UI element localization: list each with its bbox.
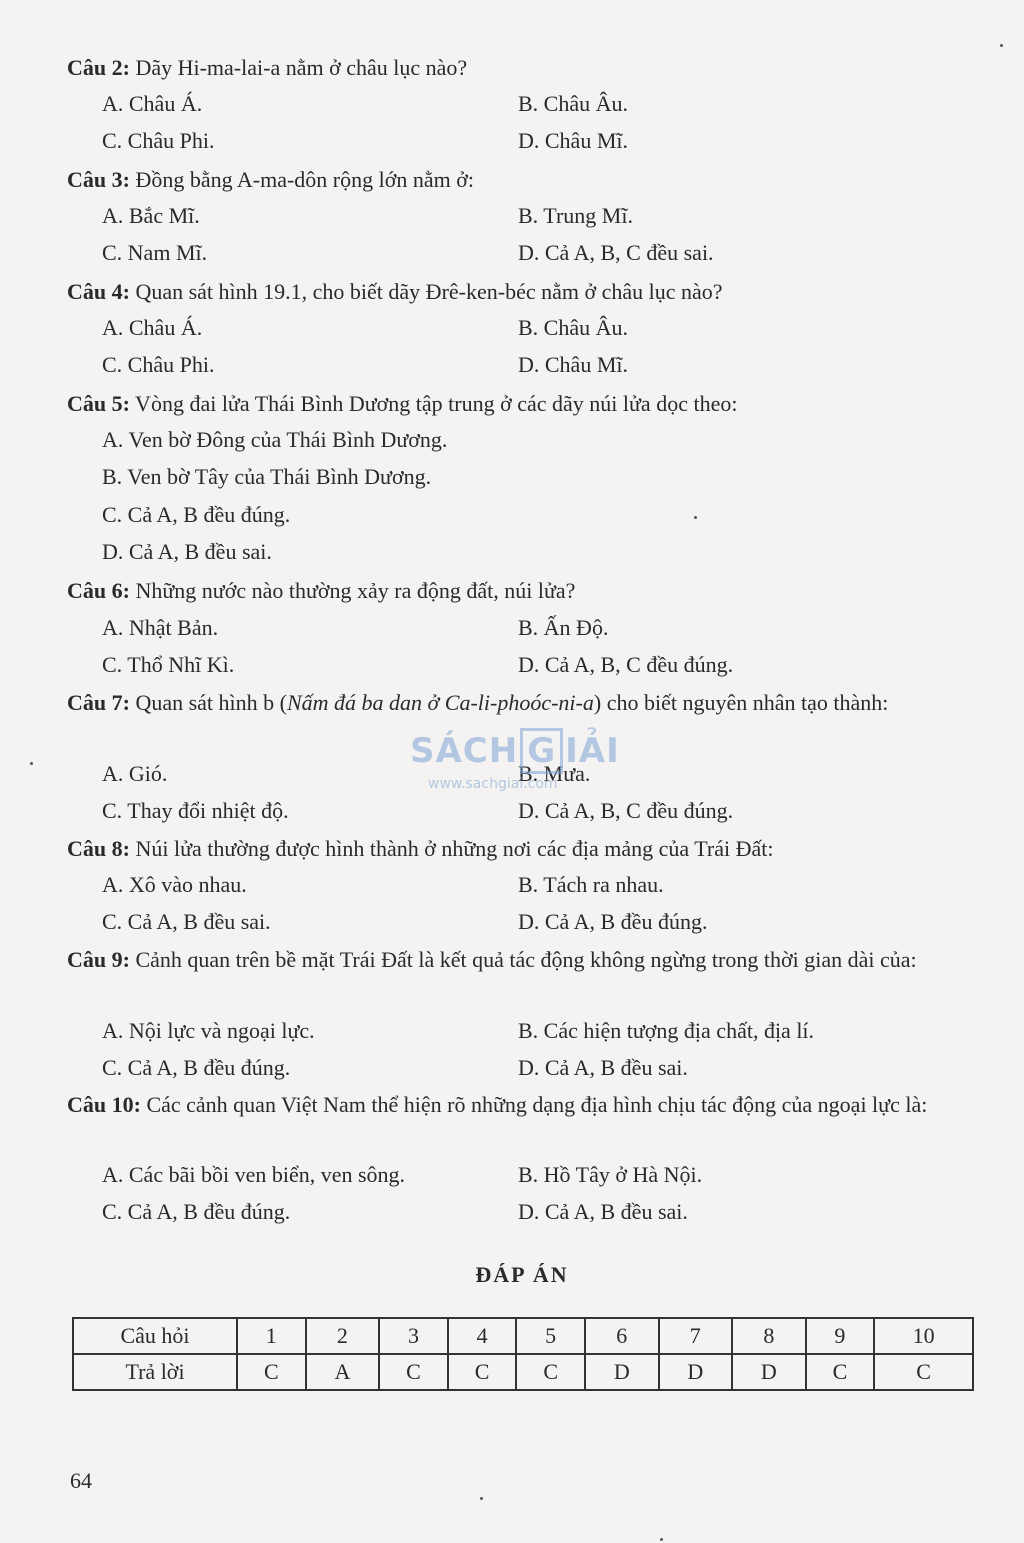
answer-cell: C [448,1354,517,1390]
question-number-cell: 8 [732,1318,806,1354]
option-c: C. Châu Phi. [102,352,215,377]
question-text: Vòng đai lửa Thái Bình Dương tập trung ở các dãy núi lửa dọc theo: [129,391,738,416]
option-c: C. Cả A, B đều đúng. [102,1055,291,1080]
option-d: D. Cả A, B đều đúng. [518,909,708,934]
answers-title: ĐÁP ÁN [475,1262,569,1287]
scan-speck [660,1538,663,1541]
question-number-cell: 3 [379,1318,448,1354]
option-b: B. Ấn Độ. [518,615,609,640]
question-text: ) cho biết nguyên nhân tạo thành: [593,690,889,715]
row-header: Trả lời [73,1354,237,1390]
answer-cell: C [237,1354,306,1390]
question-text: Dãy Hi-ma-lai-a nằm ở châu lục nào? [129,55,468,80]
option-b: B. Trung Mĩ. [518,203,633,228]
option-c: C. Cả A, B đều sai. [102,909,271,934]
question-number: Câu 3: [67,167,130,192]
option-a: A. Nội lực và ngoại lực. [102,1018,315,1043]
option-b: B. Châu Âu. [518,91,628,116]
question-number-cell: 7 [659,1318,733,1354]
option-a: A. Bắc Mĩ. [102,203,200,228]
row-header: Câu hỏi [73,1318,237,1354]
answer-cell: C [874,1354,973,1390]
question-8 [67,831,972,867]
option-b: B. Các hiện tượng địa chất, địa lí. [518,1018,815,1043]
question-text: Cảnh quan trên bề mặt Trái Đất là kết quả tác động không ngừng trong thời gian dài của: [129,947,917,972]
answer-cell: C [806,1354,875,1390]
scan-speck [694,516,697,519]
question-number-cell: 10 [874,1318,973,1354]
question-5 [67,386,972,422]
watermark [410,718,640,798]
option-d: D. Châu Mĩ. [518,128,628,153]
option-b: B. Hồ Tây ở Hà Nội. [518,1162,703,1187]
option-b: B. Mưa. [518,761,591,786]
option-b: B. Ven bờ Tây của Thái Bình Dương. [102,464,432,489]
question-text: Quan sát hình b ( [129,690,287,715]
table-row [73,1354,973,1390]
option-b: B. Châu Âu. [518,315,628,340]
option-d: D. Cả A, B đều sai. [102,539,272,564]
question-4 [67,274,972,310]
answer-cell: C [516,1354,585,1390]
answer-table [72,1317,974,1391]
question-3 [67,162,972,198]
option-c: C. Cả A, B đều đúng. [102,1199,291,1224]
option-d: D. Cả A, B, C đều đúng. [518,798,734,823]
question-2 [67,50,972,86]
table-row [73,1318,973,1354]
option-a: A. Nhật Bản. [102,615,219,640]
question-10 [67,1087,972,1123]
question-number-cell: 1 [237,1318,306,1354]
question-number-cell: 4 [448,1318,517,1354]
option-c: C. Nam Mĩ. [102,240,208,265]
question-text: Các cảnh quan Việt Nam thể hiện rõ những dạng địa hình chịu tác động của ngoại lực là: [140,1092,928,1117]
answer-cell: C [379,1354,448,1390]
question-number-cell: 6 [585,1318,659,1354]
question-number: Câu 4: [67,279,130,304]
question-text: Núi lửa thường được hình thành ở những nơi các địa mảng của Trái Đất: [129,836,774,861]
question-number: Câu 6: [67,578,130,603]
option-a: A. Châu Á. [102,91,203,116]
option-b: B. Tách ra nhau. [518,872,664,897]
option-d: D. Châu Mĩ. [518,352,628,377]
question-7 [67,685,972,721]
option-c: C. Thay đổi nhiệt độ. [102,798,289,823]
answer-cell: A [306,1354,380,1390]
question-number: Câu 7: [67,690,130,715]
question-number: Câu 5: [67,391,130,416]
option-a: A. Châu Á. [102,315,203,340]
question-text: Đồng bằng A-ma-dôn rộng lớn nằm ở: [129,167,475,192]
option-d: D. Cả A, B đều sai. [518,1055,688,1080]
question-number: Câu 8: [67,836,130,861]
question-text: Những nước nào thường xảy ra động đất, núi lửa? [129,578,576,603]
question-number: Câu 2: [67,55,130,80]
question-6 [67,573,972,609]
answer-cell: D [659,1354,733,1390]
page-number: 64 [70,1468,92,1493]
question-9 [67,942,972,978]
scan-speck [1000,44,1003,47]
option-c: C. Cả A, B đều đúng. [102,502,291,527]
option-a: A. Xô vào nhau. [102,872,247,897]
question-number-cell: 9 [806,1318,875,1354]
option-c: C. Thổ Nhĩ Kì. [102,652,235,677]
option-a: A. Ven bờ Đông của Thái Bình Dương. [102,427,448,452]
question-number-cell: 5 [516,1318,585,1354]
question-text: Quan sát hình 19.1, cho biết dãy Đrê-ken-béc nằm ở châu lục nào? [129,279,723,304]
watermark-url: www.sachgiai.com [428,776,558,792]
answer-cell: D [732,1354,806,1390]
question-number: Câu 10: [67,1092,141,1117]
question-number-cell: 2 [306,1318,380,1354]
option-d: D. Cả A, B đều sai. [518,1199,688,1224]
figure-caption: Nấm đá ba dan ở Ca-li-phoóc-ni-a [286,690,594,715]
scan-speck [480,1497,483,1500]
watermark-logo: SÁCH G IẢI [410,728,620,774]
answer-cell: D [585,1354,659,1390]
question-number: Câu 9: [67,947,130,972]
option-a: A. Các bãi bồi ven biển, ven sông. [102,1162,406,1187]
option-c: C. Châu Phi. [102,128,215,153]
option-d: D. Cả A, B, C đều đúng. [518,652,734,677]
option-d: D. Cả A, B, C đều sai. [518,240,714,265]
scan-speck [30,762,33,765]
option-a: A. Gió. [102,761,168,786]
